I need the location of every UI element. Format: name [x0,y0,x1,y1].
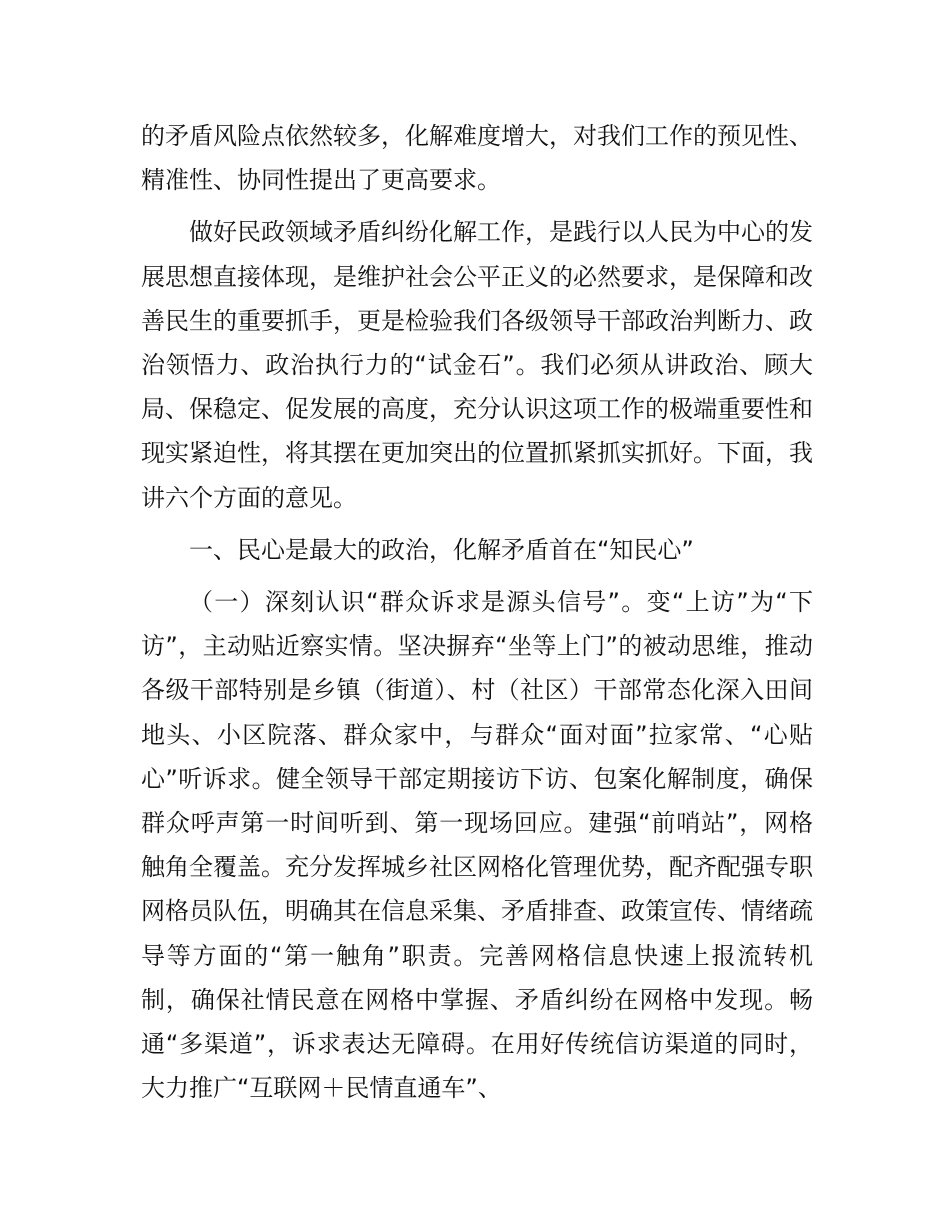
paragraph-significance: 做好民政领域矛盾纠纷化解工作，是践行以人民为中心的发展思想直接体现，是维护社会公平正义的必然要求，是保障和改善民生的重要抓手，更是检验我们各级领导干部政治判断力、政治领悟力、政治执行力的“试金石”。我们必须从讲政治、顾大局、保稳定、促发展的高度，充分认识这项工作的极端重要性和现实紧迫性，将其摆在更加突出的位置抓紧抓实抓好。下面，我讲六个方面的意见。 [141,218,813,512]
paragraph-subsection-1: （一）深刻认识“群众诉求是源头信号”。变“上访”为“下访”，主动贴近察实情。坚决摒弃“坐等上门”的被动思维，推动各级干部特别是乡镇（街道）、村（社区）干部常态化深入田间地头、小区院落、群众家中，与群众“面对面”拉家常、“心贴心”听诉求。健全领导干部定期接访下访、包案化解制度，确保群众呼声第一时间听到、第一现场回应。建强“前哨站”，网格触角全覆盖。充分发挥城乡社区网格化管理优势，配齐配强专职网格员队伍，明确其在信息采集、矛盾排查、政策宣传、情绪疏导等方面的“第一触角”职责。完善网格信息快速上报流转机制，确保社情民意在网格中掌握、矛盾纠纷在网格中发现。畅通“多渠道”，诉求表达无障碍。在用好传统信访渠道的同时，大力推广“互联网＋民情直通车”、 [141,588,813,1103]
section-heading-1: 一、民心是最大的政治，化解矛盾首在“知民心” [189,535,694,564]
paragraph-continued: 的矛盾风险点依然较多，化解难度增大，对我们工作的预见性、精准性、协同性提出了更高要求。 [141,122,813,195]
document-body [141,114,813,1110]
